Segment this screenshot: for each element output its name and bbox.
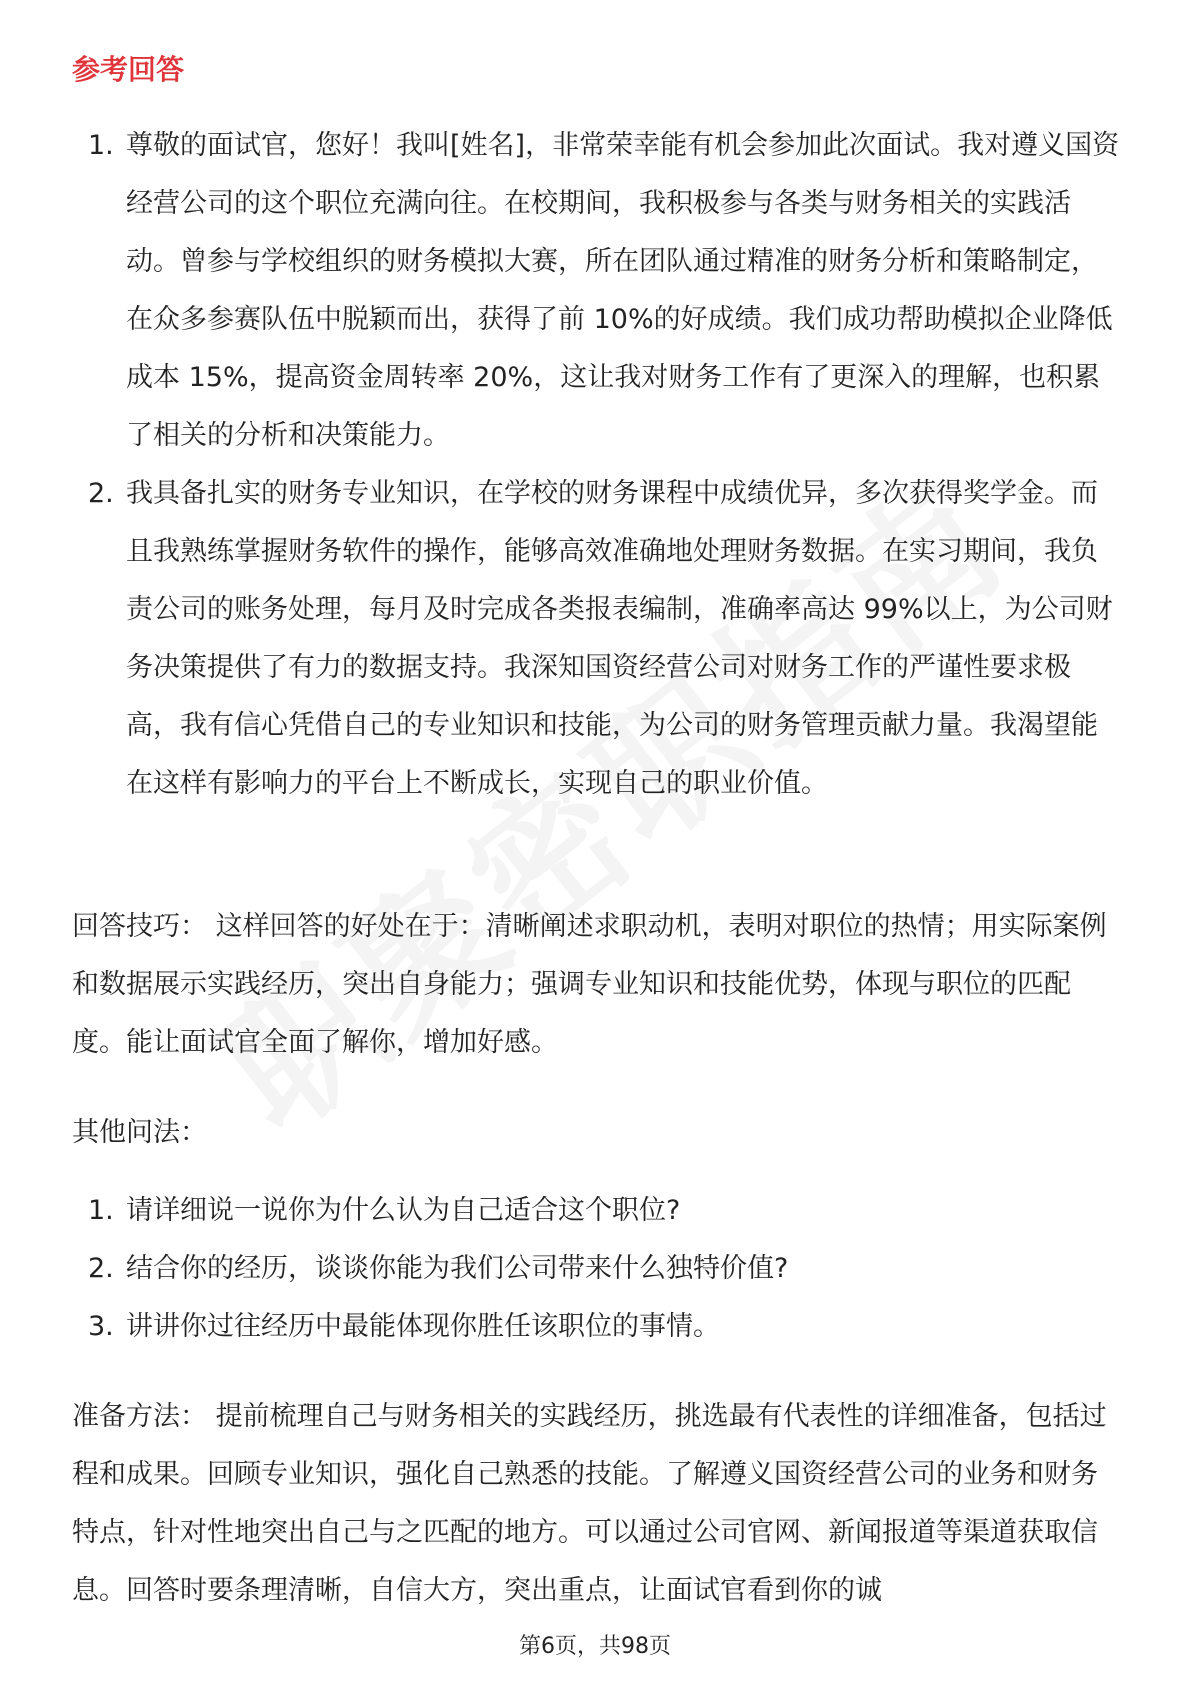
list-item xyxy=(72,1182,1120,1240)
answer-tips-paragraph: 回答技巧： 这样回答的好处在于：清晰阐述求职动机，表明对职位的热情；用实际案例和数据展示实践经历，突出自身能力；强调专业知识和技能优势，体现与职位的匹配度。能让面试官全面了解你，增加好感。 xyxy=(72,911,1107,1058)
list-item-text: 结合你的经历，谈谈你能为我们公司带来什么独特价值? xyxy=(126,1253,789,1284)
page-footer: 第6页，共98页 xyxy=(519,1634,671,1659)
list-number: 1. xyxy=(88,1195,114,1226)
list-item-text: 我具备扎实的财务专业知识，在学校的财务课程中成绩优异，多次获得奖学金。而且我熟练掌握财务软件的操作，能够高效准确地处理财务数据。在实习期间，我负责公司的账务处理，每月及时完成各类报表编制，准确率高达 99%以上，为公司财务决策提供了有力的数据支持。我深知国资经营公司对财务工作的严谨性要求极高，我有信心凭借自己的专业知识和技能，为公司的财务管理贡献力量。我渴望能在这样有影响力的平台上不断成长，实现自己的职业价值。 xyxy=(126,478,1113,799)
list-item xyxy=(72,1240,1120,1298)
list-item-text: 尊敬的面试官，您好！我叫[姓名]，非常荣幸能有机会参加此次面试。我对遵义国资经营公司的这个职位充满向往。在校期间，我积极参与各类与财务相关的实践活动。曾参与学校组织的财务模拟大赛，所在团队通过精准的财务分析和策略制定，在众多参赛队伍中脱颖而出，获得了前 10%的好成绩。我们成功帮助模拟企业降低成本 15%，提高资金周转率 20%，这让我对财务工作有了更深入的理解，也积累了相关的分析和决策能力。 xyxy=(126,130,1120,451)
list-item xyxy=(72,1298,1120,1356)
list-item xyxy=(72,465,1120,813)
list-number: 2. xyxy=(88,1253,114,1284)
other-questions-label: 其他问法： xyxy=(72,1117,207,1148)
answer-list xyxy=(72,117,1120,813)
list-item-text: 讲讲你过往经历中最能体现你胜任该职位的事情。 xyxy=(126,1311,720,1342)
section-heading: 参考回答 xyxy=(72,53,185,86)
list-number: 2. xyxy=(88,478,114,509)
preparation-paragraph: 准备方法： 提前梳理自己与财务相关的实践经历，挑选最有代表性的详细准备，包括过程和成果。回顾专业知识，强化自己熟悉的技能。了解遵义国资经营公司的业务和财务特点，针对性地突出自己与之匹配的地方。可以通过公司官网、新闻报道等渠道获取信息。回答时要条理清晰，自信大方，突出重点，让面试官看到你的诚 xyxy=(72,1401,1107,1606)
list-number: 1. xyxy=(88,130,114,161)
list-item xyxy=(72,117,1120,465)
list-item-text: 请详细说一说你为什么认为自己适合这个职位? xyxy=(126,1195,681,1226)
list-number: 3. xyxy=(88,1311,114,1342)
other-questions-list xyxy=(72,1182,1120,1356)
